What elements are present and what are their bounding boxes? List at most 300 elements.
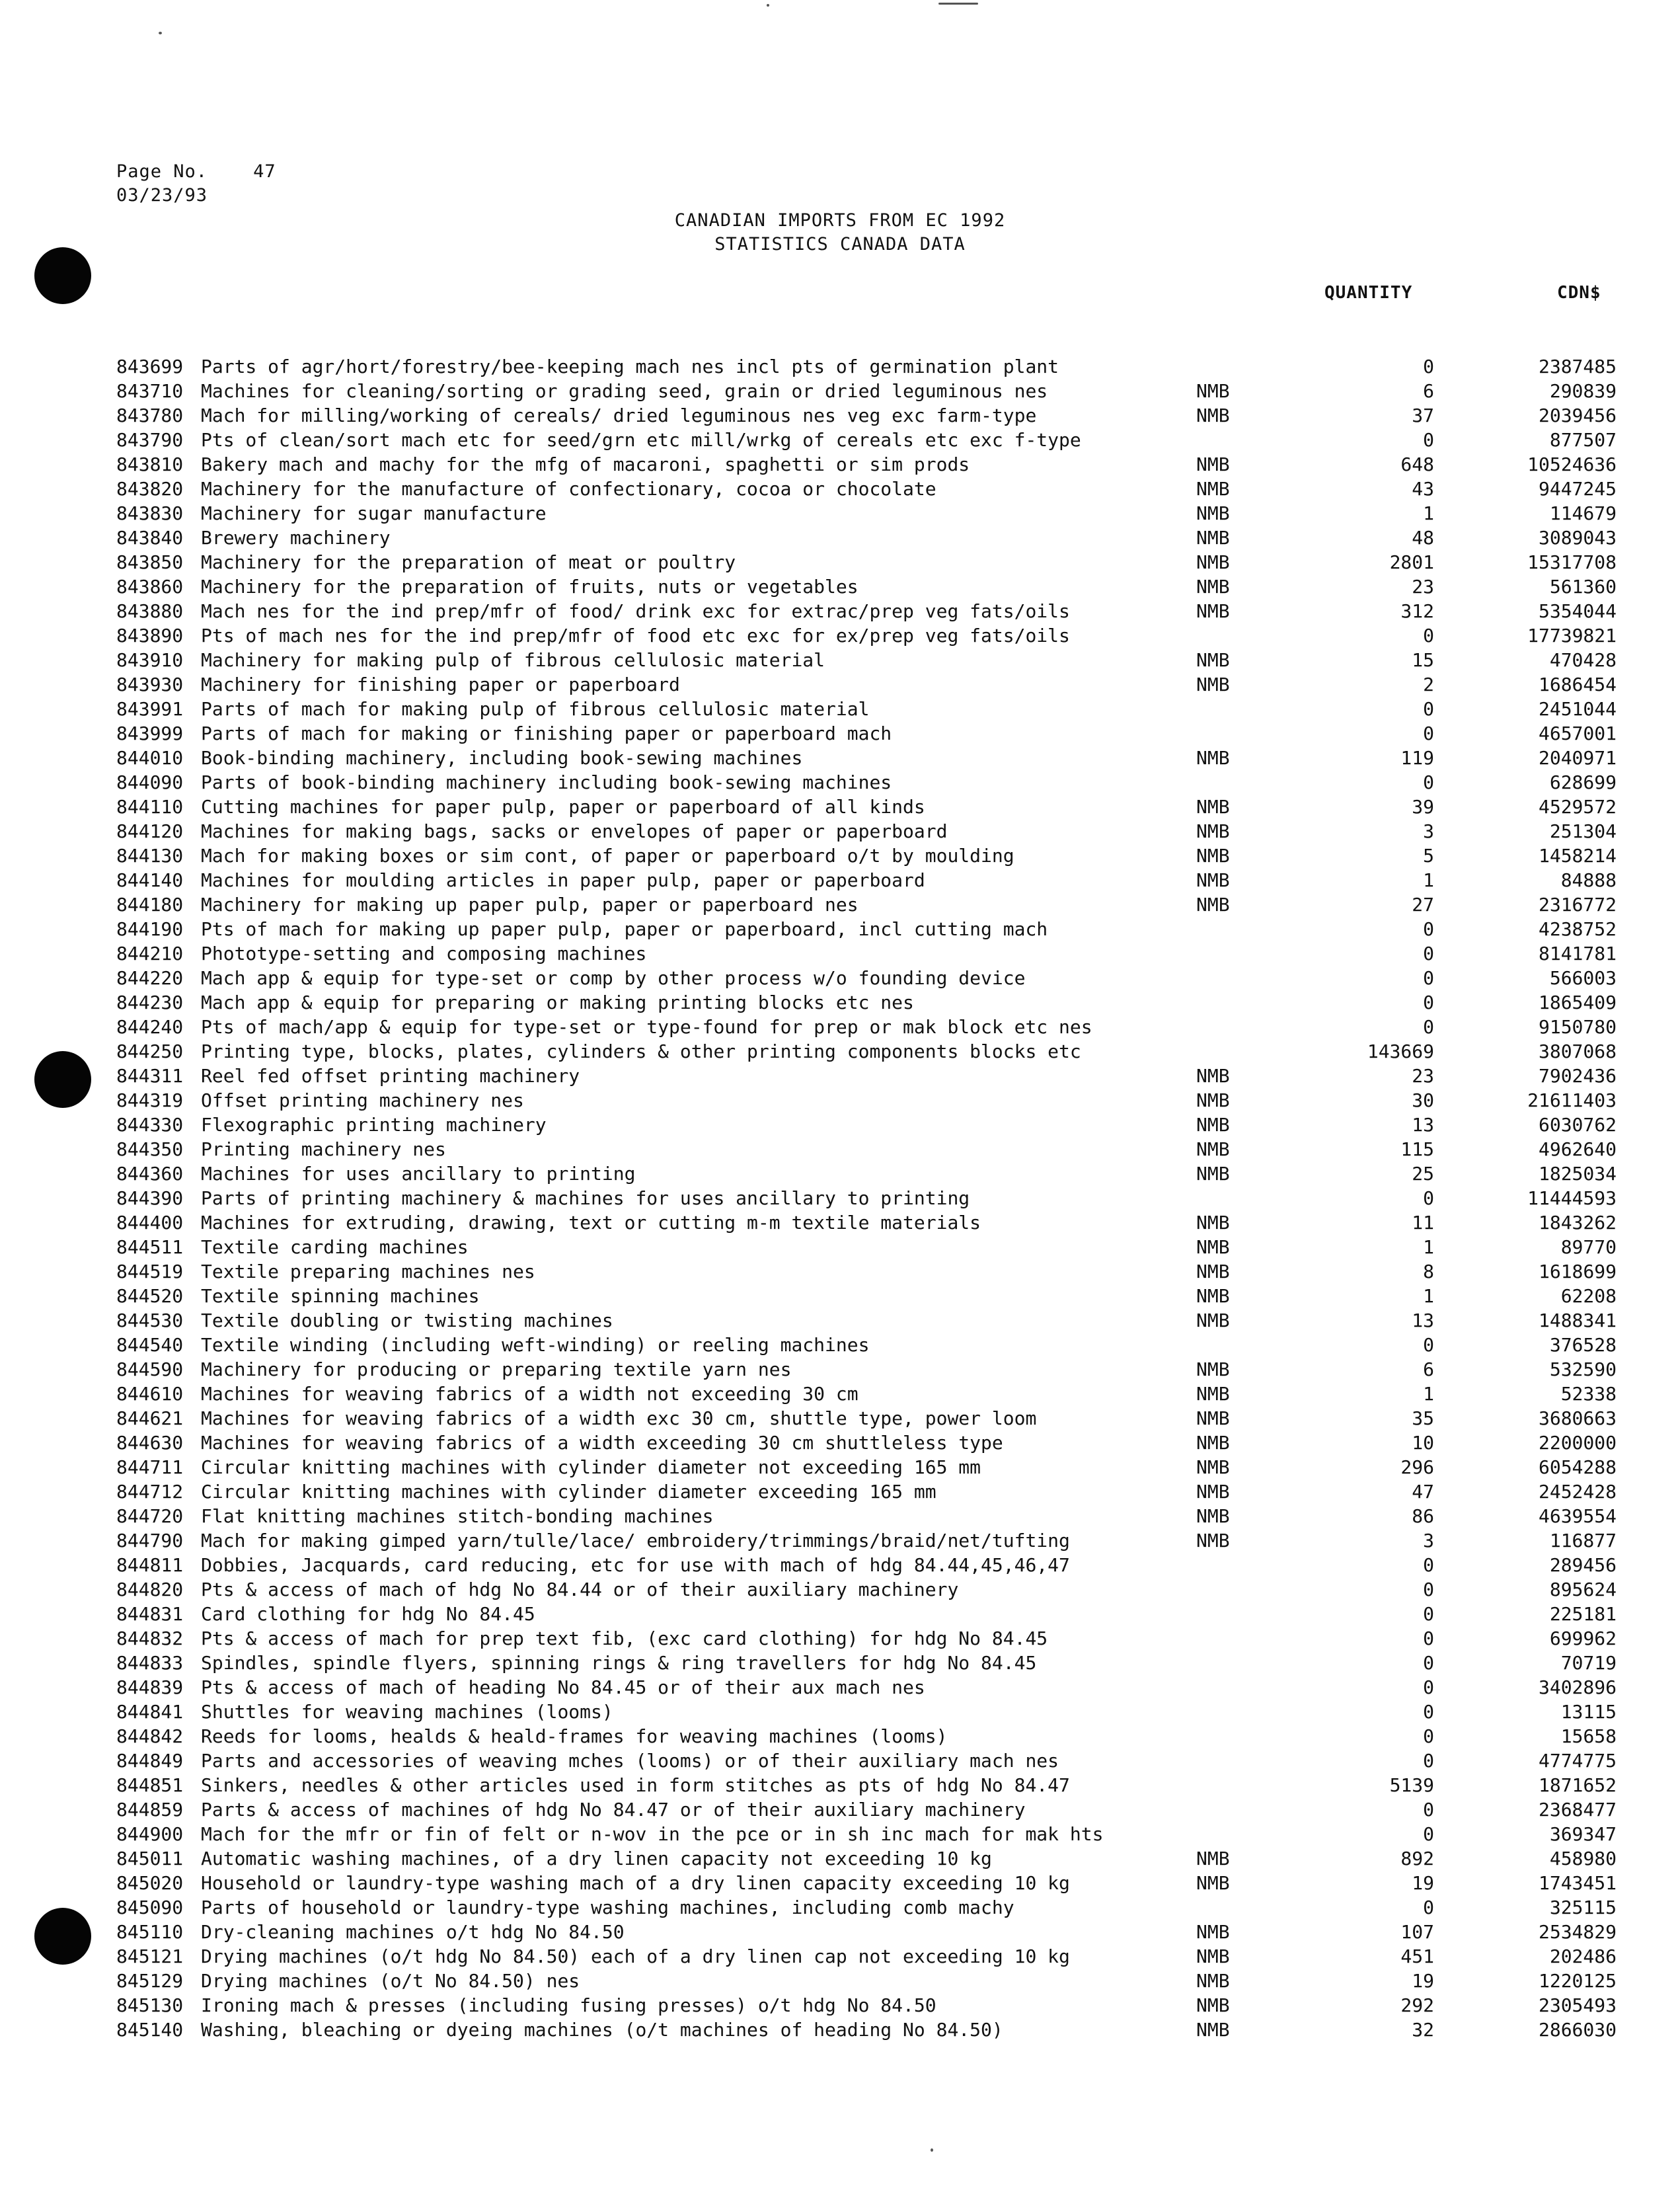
report-subtitle: STATISTICS CANADA DATA — [714, 234, 966, 255]
table-row — [116, 941, 1617, 966]
unit-of-measure: NMB — [1196, 502, 1230, 524]
hs-code: 844839 — [116, 1676, 184, 1698]
unit-of-measure: NMB — [1196, 796, 1230, 818]
value-cdn: 1220125 — [1538, 1970, 1617, 1992]
hs-code: 844110 — [116, 796, 184, 818]
quantity: 451 — [1400, 1945, 1434, 1967]
table-row — [116, 1846, 1617, 1871]
description: Pts of mach/app & equip for type-set or type-found for prep or mak block etc nes — [201, 1016, 1092, 1038]
quantity: 19 — [1412, 1970, 1434, 1992]
description: Textile carding machines — [201, 1236, 469, 1258]
unit-of-measure: NMB — [1196, 1236, 1230, 1258]
value-cdn: 1871652 — [1538, 1774, 1617, 1796]
table-row — [116, 354, 1617, 379]
value-cdn: 89770 — [1560, 1236, 1617, 1258]
unit-of-measure: NMB — [1196, 820, 1230, 842]
value-cdn: 202486 — [1549, 1945, 1617, 1967]
table-row — [116, 1308, 1617, 1333]
hs-code: 843850 — [116, 551, 184, 573]
quantity: 30 — [1412, 1089, 1434, 1111]
hs-code: 844120 — [116, 820, 184, 842]
hs-code: 844130 — [116, 845, 184, 867]
hs-code: 844712 — [116, 1481, 184, 1503]
quantity: 47 — [1412, 1481, 1434, 1503]
hs-code: 844790 — [116, 1530, 184, 1551]
description: Machinery for finishing paper or paperboard — [201, 674, 680, 695]
hs-code: 844010 — [116, 747, 184, 769]
unit-of-measure: NMB — [1196, 869, 1230, 891]
unit-of-measure: NMB — [1196, 1505, 1230, 1527]
table-row — [116, 1651, 1617, 1675]
quantity: 0 — [1423, 723, 1434, 744]
description: Book-binding machinery, including book-sewing machines — [201, 747, 803, 769]
table-row — [116, 1137, 1617, 1161]
value-cdn: 561360 — [1549, 576, 1617, 598]
quantity: 107 — [1400, 1921, 1434, 1943]
description: Mach for making gimped yarn/tulle/lace/ embroidery/trimmings/braid/net/tufting — [201, 1530, 1070, 1551]
hs-code: 844319 — [116, 1089, 184, 1111]
description: Reel fed offset printing machinery — [201, 1065, 580, 1087]
table-row — [116, 1455, 1617, 1479]
hs-code: 845121 — [116, 1945, 184, 1967]
hs-code: 843699 — [116, 356, 184, 377]
quantity: 0 — [1423, 1725, 1434, 1747]
table-row — [116, 1333, 1617, 1357]
table-row — [116, 1700, 1617, 1724]
quantity: 0 — [1423, 1628, 1434, 1649]
value-cdn: 566003 — [1549, 967, 1617, 989]
table-row — [116, 917, 1617, 941]
quantity: 119 — [1400, 747, 1434, 769]
description: Machinery for the preparation of meat or poultry — [201, 551, 736, 573]
quantity: 0 — [1423, 1187, 1434, 1209]
value-cdn: 3807068 — [1538, 1040, 1617, 1062]
hs-code: 844090 — [116, 771, 184, 793]
value-cdn: 628699 — [1549, 771, 1617, 793]
quantity: 8 — [1423, 1261, 1434, 1282]
description: Reeds for looms, healds & heald-frames for weaving machines (looms) — [201, 1725, 948, 1747]
quantity: 0 — [1423, 918, 1434, 940]
table-row — [116, 1210, 1617, 1235]
description: Textile spinning machines — [201, 1285, 480, 1307]
value-cdn: 21611403 — [1527, 1089, 1617, 1111]
hs-code: 844360 — [116, 1163, 184, 1185]
scan-speck — [767, 4, 769, 7]
value-cdn: 4657001 — [1538, 723, 1617, 744]
table-row — [116, 574, 1617, 599]
value-cdn: 62208 — [1560, 1285, 1617, 1307]
value-cdn: 225181 — [1549, 1603, 1617, 1625]
description: Machinery for making up paper pulp, paper or paperboard nes — [201, 894, 859, 916]
value-cdn: 470428 — [1549, 649, 1617, 671]
hs-code: 843820 — [116, 478, 184, 500]
hs-code: 844811 — [116, 1554, 184, 1576]
hs-code: 843860 — [116, 576, 184, 598]
description: Machinery for making pulp of fibrous cellulosic material — [201, 649, 825, 671]
value-cdn: 2039456 — [1538, 405, 1617, 426]
hs-code: 844900 — [116, 1823, 184, 1845]
value-cdn: 5354044 — [1538, 600, 1617, 622]
description: Parts of agr/hort/forestry/bee-keeping mach nes incl pts of germination plant — [201, 356, 1059, 377]
description: Machines for uses ancillary to printing — [201, 1163, 636, 1185]
description: Machines for making bags, sacks or envelopes of paper or paperboard — [201, 820, 948, 842]
description: Parts of household or laundry-type washing machines, including comb machy — [201, 1897, 1014, 1918]
punch-hole-middle — [34, 1051, 91, 1108]
table-row — [116, 1895, 1617, 1920]
table-row — [116, 1871, 1617, 1895]
description: Automatic washing machines, of a dry linen capacity not exceeding 10 kg — [201, 1848, 992, 1869]
hs-code: 844831 — [116, 1603, 184, 1625]
quantity: 6 — [1423, 380, 1434, 402]
imports-table — [116, 354, 1617, 2042]
table-row — [116, 379, 1617, 403]
hs-code: 844230 — [116, 992, 184, 1013]
hs-code: 844859 — [116, 1799, 184, 1821]
table-row — [116, 1724, 1617, 1748]
quantity: 1 — [1423, 869, 1434, 891]
hs-code: 843840 — [116, 527, 184, 549]
value-cdn: 376528 — [1549, 1334, 1617, 1356]
quantity: 43 — [1412, 478, 1434, 500]
unit-of-measure: NMB — [1196, 747, 1230, 769]
table-row — [116, 1822, 1617, 1846]
description: Machines for extruding, drawing, text or cutting m-m textile materials — [201, 1212, 981, 1234]
scan-speck — [159, 32, 162, 34]
quantity: 143669 — [1367, 1040, 1434, 1062]
quantity: 15 — [1412, 649, 1434, 671]
hs-code: 843999 — [116, 723, 184, 744]
value-cdn: 1488341 — [1538, 1310, 1617, 1331]
unit-of-measure: NMB — [1196, 1872, 1230, 1894]
value-cdn: 290839 — [1549, 380, 1617, 402]
description: Machines for cleaning/sorting or grading seed, grain or dried leguminous nes — [201, 380, 1048, 402]
quantity: 27 — [1412, 894, 1434, 916]
description: Machines for weaving fabrics of a width not exceeding 30 cm — [201, 1383, 859, 1405]
description: Sinkers, needles & other articles used in form stitches as pts of hdg No 84.47 — [201, 1774, 1070, 1796]
description: Parts of book-binding machinery including book-sewing machines — [201, 771, 892, 793]
table-row — [116, 1969, 1617, 1993]
hs-code: 844630 — [116, 1432, 184, 1454]
hs-code: 844210 — [116, 943, 184, 964]
hs-code: 844220 — [116, 967, 184, 989]
description: Mach app & equip for type-set or comp by other process w/o founding device — [201, 967, 1026, 989]
value-cdn: 15658 — [1560, 1725, 1617, 1747]
quantity: 13 — [1412, 1114, 1434, 1136]
value-cdn: 1865409 — [1538, 992, 1617, 1013]
table-row — [116, 1039, 1617, 1064]
table-row — [116, 1161, 1617, 1186]
value-cdn: 2387485 — [1538, 356, 1617, 377]
value-cdn: 3402896 — [1538, 1676, 1617, 1698]
hs-code: 844180 — [116, 894, 184, 916]
quantity: 0 — [1423, 1652, 1434, 1674]
table-row — [116, 1431, 1617, 1455]
quantity: 10 — [1412, 1432, 1434, 1454]
hs-code: 845140 — [116, 2019, 184, 2041]
quantity: 0 — [1423, 1897, 1434, 1918]
quantity: 648 — [1400, 453, 1434, 475]
quantity: 0 — [1423, 698, 1434, 720]
hs-code: 843910 — [116, 649, 184, 671]
quantity: 0 — [1423, 771, 1434, 793]
hs-code: 844540 — [116, 1334, 184, 1356]
hs-code: 844590 — [116, 1358, 184, 1380]
description: Parts and accessories of weaving mches (looms) or of their auxiliary mach nes — [201, 1750, 1059, 1772]
table-row — [116, 428, 1617, 452]
scan-speck — [931, 2148, 933, 2152]
report-title: CANADIAN IMPORTS FROM EC 1992 — [674, 210, 1006, 231]
description: Brewery machinery — [201, 527, 391, 549]
table-row — [116, 623, 1617, 648]
table-row — [116, 501, 1617, 526]
quantity: 6 — [1423, 1358, 1434, 1380]
quantity: 892 — [1400, 1848, 1434, 1869]
scan-speck — [938, 3, 978, 5]
description: Pts of mach nes for the ind prep/mfr of food etc exc for ex/prep veg fats/oils — [201, 625, 1070, 647]
punch-hole-top — [34, 247, 91, 304]
table-row — [116, 1259, 1617, 1284]
hs-code: 845011 — [116, 1848, 184, 1869]
description: Flat knitting machines stitch-bonding machines — [201, 1505, 714, 1527]
table-row — [116, 1993, 1617, 2018]
quantity: 3 — [1423, 1530, 1434, 1551]
quantity: 0 — [1423, 356, 1434, 377]
hs-code: 844851 — [116, 1774, 184, 1796]
hs-code: 843830 — [116, 502, 184, 524]
description: Pts & access of mach of hdg No 84.44 or of their auxiliary machinery — [201, 1579, 959, 1600]
hs-code: 843810 — [116, 453, 184, 475]
value-cdn: 2200000 — [1538, 1432, 1617, 1454]
description: Machines for moulding articles in paper pulp, paper or paperboard — [201, 869, 925, 891]
punch-hole-bottom — [34, 1908, 91, 1965]
value-cdn: 1843262 — [1538, 1212, 1617, 1234]
value-cdn: 289456 — [1549, 1554, 1617, 1576]
value-cdn: 2866030 — [1538, 2019, 1617, 2041]
value-cdn: 458980 — [1549, 1848, 1617, 1869]
table-row — [116, 1553, 1617, 1577]
description: Mach for the mfr or fin of felt or n-wov in the pce or in sh inc mach for mak hts — [201, 1823, 1104, 1845]
hs-code: 845020 — [116, 1872, 184, 1894]
quantity: 1 — [1423, 1236, 1434, 1258]
unit-of-measure: NMB — [1196, 576, 1230, 598]
unit-of-measure: NMB — [1196, 1065, 1230, 1087]
unit-of-measure: NMB — [1196, 1921, 1230, 1943]
table-row — [116, 1406, 1617, 1431]
hs-code: 844833 — [116, 1652, 184, 1674]
quantity: 2 — [1423, 674, 1434, 695]
quantity: 0 — [1423, 1016, 1434, 1038]
description: Parts of printing machinery & machines for uses ancillary to printing — [201, 1187, 970, 1209]
table-row — [116, 477, 1617, 501]
hs-code: 843991 — [116, 698, 184, 720]
table-row — [116, 1920, 1617, 1944]
table-row — [116, 1479, 1617, 1504]
quantity: 0 — [1423, 429, 1434, 451]
unit-of-measure: NMB — [1196, 649, 1230, 671]
description: Machines for weaving fabrics of a width exceeding 30 cm shuttleless type — [201, 1432, 1003, 1454]
value-cdn: 15317708 — [1527, 551, 1617, 573]
quantity: 5 — [1423, 845, 1434, 867]
table-row — [116, 648, 1617, 672]
value-cdn: 2534829 — [1538, 1921, 1617, 1943]
hs-code: 843880 — [116, 600, 184, 622]
quantity: 3 — [1423, 820, 1434, 842]
hs-code: 844621 — [116, 1407, 184, 1429]
table-row — [116, 672, 1617, 697]
hs-code: 844842 — [116, 1725, 184, 1747]
table-row — [116, 452, 1617, 477]
description: Textile preparing machines nes — [201, 1261, 535, 1282]
value-cdn: 70719 — [1560, 1652, 1617, 1674]
hs-code: 843780 — [116, 405, 184, 426]
unit-of-measure: NMB — [1196, 894, 1230, 916]
table-row — [116, 697, 1617, 721]
value-cdn: 1825034 — [1538, 1163, 1617, 1185]
table-row — [116, 1602, 1617, 1626]
description: Drying machines (o/t No 84.50) nes — [201, 1970, 580, 1992]
table-row — [116, 990, 1617, 1015]
quantity: 0 — [1423, 1823, 1434, 1845]
hs-code: 844849 — [116, 1750, 184, 1772]
value-cdn: 2305493 — [1538, 1994, 1617, 2016]
table-row — [116, 1088, 1617, 1113]
value-cdn: 84888 — [1560, 869, 1617, 891]
description: Offset printing machinery nes — [201, 1089, 524, 1111]
table-row — [116, 1748, 1617, 1773]
description: Machinery for sugar manufacture — [201, 502, 547, 524]
unit-of-measure: NMB — [1196, 600, 1230, 622]
value-cdn: 4639554 — [1538, 1505, 1617, 1527]
description: Mach for making boxes or sim cont, of paper or paperboard o/t by moulding — [201, 845, 1014, 867]
hs-code: 843890 — [116, 625, 184, 647]
unit-of-measure: NMB — [1196, 1310, 1230, 1331]
table-row — [116, 868, 1617, 892]
value-cdn: 4529572 — [1538, 796, 1617, 818]
table-row — [116, 2018, 1617, 2042]
description: Mach app & equip for preparing or making printing blocks etc nes — [201, 992, 914, 1013]
table-row — [116, 1015, 1617, 1039]
hs-code: 843790 — [116, 429, 184, 451]
description: Household or laundry-type washing mach of a dry linen capacity exceeding 10 kg — [201, 1872, 1070, 1894]
value-cdn: 251304 — [1549, 820, 1617, 842]
unit-of-measure: NMB — [1196, 453, 1230, 475]
table-row — [116, 1528, 1617, 1553]
table-row — [116, 746, 1617, 770]
quantity: 13 — [1412, 1310, 1434, 1331]
quantity: 32 — [1412, 2019, 1434, 2041]
unit-of-measure: NMB — [1196, 1407, 1230, 1429]
description: Pts & access of mach for prep text fib, (exc card clothing) for hdg No 84.45 — [201, 1628, 1048, 1649]
value-cdn: 699962 — [1549, 1628, 1617, 1649]
unit-of-measure: NMB — [1196, 1994, 1230, 2016]
table-row — [116, 1675, 1617, 1700]
description: Dobbies, Jacquards, card reducing, etc for use with mach of hdg 84.44,45,46,47 — [201, 1554, 1070, 1576]
quantity: 86 — [1412, 1505, 1434, 1527]
hs-code: 845129 — [116, 1970, 184, 1992]
description: Pts of mach for making up paper pulp, paper or paperboard, incl cutting mach — [201, 918, 1048, 940]
value-cdn: 1618699 — [1538, 1261, 1617, 1282]
unit-of-measure: NMB — [1196, 478, 1230, 500]
value-cdn: 2452428 — [1538, 1481, 1617, 1503]
table-row — [116, 403, 1617, 428]
table-row — [116, 1284, 1617, 1308]
description: Flexographic printing machinery — [201, 1114, 547, 1136]
quantity: 1 — [1423, 1285, 1434, 1307]
hs-code: 845130 — [116, 1994, 184, 2016]
description: Cutting machines for paper pulp, paper or paperboard of all kinds — [201, 796, 925, 818]
value-cdn: 6054288 — [1538, 1456, 1617, 1478]
hs-code: 844311 — [116, 1065, 184, 1087]
quantity: 11 — [1412, 1212, 1434, 1234]
description: Printing machinery nes — [201, 1138, 446, 1160]
hs-code: 844240 — [116, 1016, 184, 1038]
table-row — [116, 1504, 1617, 1528]
value-cdn: 10524636 — [1527, 453, 1617, 475]
hs-code: 844520 — [116, 1285, 184, 1307]
value-cdn: 9150780 — [1538, 1016, 1617, 1038]
table-row — [116, 844, 1617, 868]
table-row — [116, 1235, 1617, 1259]
unit-of-measure: NMB — [1196, 1970, 1230, 1992]
hs-code: 844350 — [116, 1138, 184, 1160]
value-cdn: 114679 — [1549, 502, 1617, 524]
quantity: 23 — [1412, 1065, 1434, 1087]
hs-code: 844711 — [116, 1456, 184, 1478]
description: Circular knitting machines with cylinder diameter not exceeding 165 mm — [201, 1456, 981, 1478]
value-cdn: 4962640 — [1538, 1138, 1617, 1160]
table-row — [116, 892, 1617, 917]
value-cdn: 13115 — [1560, 1701, 1617, 1723]
hs-code: 845110 — [116, 1921, 184, 1943]
description: Card clothing for hdg No 84.45 — [201, 1603, 535, 1625]
description: Textile winding (including weft-winding) or reeling machines — [201, 1334, 870, 1356]
quantity: 0 — [1423, 1701, 1434, 1723]
value-cdn: 369347 — [1549, 1823, 1617, 1845]
description: Shuttles for weaving machines (looms) — [201, 1701, 613, 1723]
value-cdn: 1686454 — [1538, 674, 1617, 695]
hs-code: 844530 — [116, 1310, 184, 1331]
table-row — [116, 819, 1617, 844]
quantity: 35 — [1412, 1407, 1434, 1429]
unit-of-measure: NMB — [1196, 1481, 1230, 1503]
description: Parts of mach for making pulp of fibrous cellulosic material — [201, 698, 870, 720]
description: Drying machines (o/t hdg No 84.50) each of a dry linen cap not exceeding 10 kg — [201, 1945, 1070, 1967]
quantity: 312 — [1400, 600, 1434, 622]
value-cdn: 2040971 — [1538, 747, 1617, 769]
quantity: 48 — [1412, 527, 1434, 549]
value-cdn: 895624 — [1549, 1579, 1617, 1600]
value-cdn: 2451044 — [1538, 698, 1617, 720]
hs-code: 844390 — [116, 1187, 184, 1209]
unit-of-measure: NMB — [1196, 1114, 1230, 1136]
unit-of-measure: NMB — [1196, 1530, 1230, 1551]
description: Parts & access of machines of hdg No 84.47 or of their auxiliary machinery — [201, 1799, 1026, 1821]
value-cdn: 116877 — [1549, 1530, 1617, 1551]
hs-code: 844250 — [116, 1040, 184, 1062]
unit-of-measure: NMB — [1196, 2019, 1230, 2041]
table-row — [116, 599, 1617, 623]
quantity: 0 — [1423, 1554, 1434, 1576]
page-label: Page No. — [116, 161, 208, 182]
unit-of-measure: NMB — [1196, 845, 1230, 867]
value-cdn: 2368477 — [1538, 1799, 1617, 1821]
quantity: 5139 — [1389, 1774, 1434, 1796]
unit-of-measure: NMB — [1196, 1212, 1230, 1234]
value-cdn: 3089043 — [1538, 527, 1617, 549]
quantity: 1 — [1423, 1383, 1434, 1405]
hs-code: 844140 — [116, 869, 184, 891]
unit-of-measure: NMB — [1196, 674, 1230, 695]
